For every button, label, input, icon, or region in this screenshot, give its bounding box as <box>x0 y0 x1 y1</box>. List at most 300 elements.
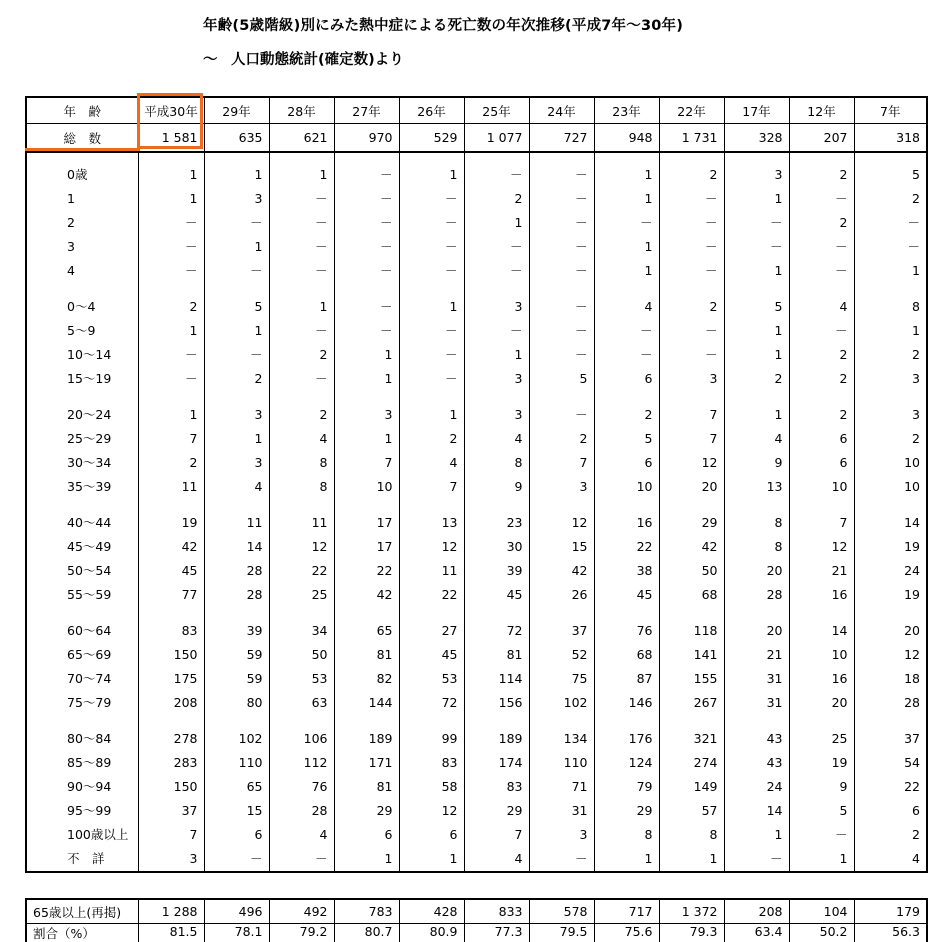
table-cell: － <box>789 319 854 343</box>
table-row <box>26 427 927 451</box>
table-cell: 4 <box>464 427 529 451</box>
table-cell: 45 <box>594 583 659 607</box>
table-cell: － <box>659 235 724 259</box>
table-cell: 635 <box>204 124 269 153</box>
table-cell: 29 <box>464 799 529 823</box>
table-cell: 9 <box>464 475 529 499</box>
spacer-cell <box>26 607 138 619</box>
table-cell: 14 <box>854 511 927 535</box>
table-cell: 3 <box>529 823 594 847</box>
table-cell: 31 <box>724 667 789 691</box>
table-cell: 2 <box>269 343 334 367</box>
table-cell: － <box>138 343 204 367</box>
table-cell: 42 <box>334 583 399 607</box>
row-label: 25～29 <box>26 427 138 451</box>
spacer-cell <box>269 715 334 727</box>
table-cell: 68 <box>594 643 659 667</box>
spacer-cell <box>269 607 334 619</box>
table-cell: 428 <box>399 899 464 924</box>
table-cell: － <box>659 187 724 211</box>
table-cell: 727 <box>529 124 594 153</box>
spacer-cell <box>204 499 269 511</box>
table-cell: － <box>854 235 927 259</box>
table-cell: 52 <box>529 643 594 667</box>
table-cell: 8 <box>464 451 529 475</box>
table-cell: 1 <box>659 847 724 872</box>
table-cell: － <box>138 235 204 259</box>
table-cell: － <box>659 211 724 235</box>
table-cell: 1 077 <box>464 124 529 153</box>
table-cell: 10 <box>854 475 927 499</box>
table-cell: 18 <box>854 667 927 691</box>
table-cell: 150 <box>138 775 204 799</box>
row-label: 45～49 <box>26 535 138 559</box>
spacer-cell <box>724 715 789 727</box>
table-row <box>26 727 927 751</box>
table-cell: 2 <box>789 163 854 187</box>
spacer-cell <box>529 715 594 727</box>
table-cell: － <box>464 259 529 283</box>
table-row <box>26 799 927 823</box>
table-cell: 318 <box>854 124 927 153</box>
table-cell: 2 <box>789 343 854 367</box>
table-cell: 25 <box>269 583 334 607</box>
spacer-cell <box>399 499 464 511</box>
table-cell: 2 <box>529 427 594 451</box>
table-cell: 179 <box>854 899 927 924</box>
spacer-cell <box>464 283 529 295</box>
table-cell: 9 <box>789 775 854 799</box>
table-cell: － <box>399 367 464 391</box>
table-cell: 6 <box>399 823 464 847</box>
table-cell: 3 <box>854 367 927 391</box>
table-cell: － <box>334 187 399 211</box>
table-cell: 970 <box>334 124 399 153</box>
table-cell: － <box>334 319 399 343</box>
table-cell: 2 <box>204 367 269 391</box>
table-cell: 1 <box>724 259 789 283</box>
table-row <box>26 619 927 643</box>
spacer-cell <box>659 499 724 511</box>
row-label: 40～44 <box>26 511 138 535</box>
table-cell: 1 <box>594 235 659 259</box>
table-row <box>26 691 927 715</box>
table-cell: 22年 <box>659 97 724 124</box>
table-cell: 1 288 <box>138 899 204 924</box>
table-cell: 26 <box>529 583 594 607</box>
spacer-cell <box>529 607 594 619</box>
table-cell: － <box>529 259 594 283</box>
table-cell: 4 <box>789 295 854 319</box>
table-cell: － <box>529 235 594 259</box>
table-cell: － <box>724 235 789 259</box>
table-cell: 28年 <box>269 97 334 124</box>
table-cell: 80.7 <box>334 924 399 942</box>
table-cell: 15 <box>529 535 594 559</box>
table-cell: 2 <box>399 427 464 451</box>
table-cell: 3 <box>204 403 269 427</box>
row-label: 不 詳 <box>26 847 138 872</box>
spacer-cell <box>789 607 854 619</box>
table-cell: 2 <box>659 163 724 187</box>
row-label: 85～89 <box>26 751 138 775</box>
table-cell: － <box>138 259 204 283</box>
table-cell: 56.3 <box>854 924 927 942</box>
table-row <box>26 295 927 319</box>
table-row <box>26 343 927 367</box>
table-cell: 3 <box>659 367 724 391</box>
table-cell: 4 <box>464 847 529 872</box>
table-cell: 4 <box>594 295 659 319</box>
spacer-cell <box>529 283 594 295</box>
table-cell: 274 <box>659 751 724 775</box>
table-cell: 2 <box>854 823 927 847</box>
table-cell: 2 <box>464 187 529 211</box>
table-cell: 6 <box>789 451 854 475</box>
table-cell: － <box>204 259 269 283</box>
table-cell: 83 <box>399 751 464 775</box>
table-cell: 72 <box>399 691 464 715</box>
table-row <box>26 583 927 607</box>
table-row <box>26 475 927 499</box>
table-cell: 2 <box>854 343 927 367</box>
table-cell: 68 <box>659 583 724 607</box>
table-cell: 45 <box>399 643 464 667</box>
spacer-cell <box>659 391 724 403</box>
table-cell: － <box>399 187 464 211</box>
spacer-cell <box>399 152 464 163</box>
table-cell: 146 <box>594 691 659 715</box>
table-cell: － <box>529 163 594 187</box>
spacer-cell <box>138 607 204 619</box>
table-cell: 43 <box>724 751 789 775</box>
spacer-cell <box>464 499 529 511</box>
table-cell: 144 <box>334 691 399 715</box>
table-cell: 1 <box>204 427 269 451</box>
table-cell: 1 <box>399 847 464 872</box>
table-cell: 6 <box>594 367 659 391</box>
table-cell: － <box>659 319 724 343</box>
table-cell: － <box>334 259 399 283</box>
table-cell: 6 <box>204 823 269 847</box>
table-cell: 10 <box>789 475 854 499</box>
table-cell: 717 <box>594 899 659 924</box>
table-cell: 4 <box>724 427 789 451</box>
spacer-cell <box>138 391 204 403</box>
table-cell: 1 <box>724 187 789 211</box>
table-cell: 1 <box>138 163 204 187</box>
table-cell: 28 <box>204 559 269 583</box>
table-cell: 10 <box>854 451 927 475</box>
spacer-cell <box>138 283 204 295</box>
table-cell: － <box>594 343 659 367</box>
table-row <box>26 367 927 391</box>
spacer-cell <box>204 391 269 403</box>
table-cell: 176 <box>594 727 659 751</box>
table-cell: － <box>529 847 594 872</box>
table-cell: 3 <box>138 847 204 872</box>
table-cell: 20 <box>854 619 927 643</box>
spacer-cell <box>334 715 399 727</box>
table-cell: － <box>529 187 594 211</box>
row-label: 割合（%） <box>26 924 138 942</box>
row-label: 70～74 <box>26 667 138 691</box>
spacer-cell <box>269 152 334 163</box>
table-cell: 42 <box>529 559 594 583</box>
table-cell: 82 <box>334 667 399 691</box>
group-spacer <box>26 499 927 511</box>
table-row <box>26 211 927 235</box>
spacer-cell <box>269 499 334 511</box>
table-cell: 2 <box>854 187 927 211</box>
table-cell: 3 <box>204 187 269 211</box>
table-cell: 1 <box>854 319 927 343</box>
table-cell: 328 <box>724 124 789 153</box>
spacer-cell <box>204 607 269 619</box>
table-cell: 50.2 <box>789 924 854 942</box>
table-cell: － <box>269 319 334 343</box>
row-label: 50～54 <box>26 559 138 583</box>
table-cell: 81 <box>334 643 399 667</box>
table-cell: 24 <box>854 559 927 583</box>
table-cell: 4 <box>399 451 464 475</box>
table-cell: 112 <box>269 751 334 775</box>
table-cell: － <box>529 343 594 367</box>
table-cell: 22 <box>594 535 659 559</box>
ratio-row <box>26 924 927 942</box>
table-cell: 1 <box>334 427 399 451</box>
row-label: 0～4 <box>26 295 138 319</box>
table-cell: 27年 <box>334 97 399 124</box>
table-cell: 14 <box>724 799 789 823</box>
table-cell: 58 <box>399 775 464 799</box>
spacer-cell <box>464 715 529 727</box>
table-cell: 79.5 <box>529 924 594 942</box>
table-cell: 3 <box>529 475 594 499</box>
row-label: 65歳以上(再掲) <box>26 899 138 924</box>
table-cell: － <box>529 211 594 235</box>
table-cell: － <box>269 259 334 283</box>
table-cell: 2 <box>724 367 789 391</box>
table-row <box>26 535 927 559</box>
table-cell: 28 <box>724 583 789 607</box>
table-cell: 53 <box>399 667 464 691</box>
table-row <box>26 319 927 343</box>
table-cell: － <box>334 295 399 319</box>
row-label: 3 <box>26 235 138 259</box>
row-label: 100歳以上 <box>26 823 138 847</box>
table-row <box>26 511 927 535</box>
table-cell: 578 <box>529 899 594 924</box>
table-cell: 1 <box>594 259 659 283</box>
table-row <box>26 847 927 872</box>
table-cell: － <box>789 187 854 211</box>
spacer-cell <box>854 607 927 619</box>
spacer-cell <box>789 283 854 295</box>
table-cell: 99 <box>399 727 464 751</box>
table-cell: － <box>464 319 529 343</box>
table-cell: 8 <box>854 295 927 319</box>
table-cell: 76 <box>594 619 659 643</box>
row-label: 総 数 <box>26 124 138 153</box>
spacer-cell <box>854 152 927 163</box>
table-cell: 3 <box>854 403 927 427</box>
table-cell: 79 <box>594 775 659 799</box>
table-cell: － <box>269 187 334 211</box>
table-cell: 102 <box>529 691 594 715</box>
table-cell: 65 <box>204 775 269 799</box>
table-cell: 1 <box>138 187 204 211</box>
table-cell: 5 <box>789 799 854 823</box>
table-cell: － <box>724 211 789 235</box>
table-cell: 1 <box>854 259 927 283</box>
table-cell: 208 <box>138 691 204 715</box>
table-cell: － <box>659 343 724 367</box>
table-cell: 83 <box>464 775 529 799</box>
table-cell: 1 581 <box>138 124 204 153</box>
table-cell: 3 <box>334 403 399 427</box>
row-label: 60～64 <box>26 619 138 643</box>
table-cell: 81 <box>334 775 399 799</box>
table-row <box>26 259 927 283</box>
table-row <box>26 403 927 427</box>
table-cell: 3 <box>724 163 789 187</box>
table-cell: 5 <box>529 367 594 391</box>
table-cell: － <box>269 235 334 259</box>
table-cell: 24年 <box>529 97 594 124</box>
spacer-cell <box>724 499 789 511</box>
spacer-cell <box>529 391 594 403</box>
table-cell: 72 <box>464 619 529 643</box>
table-cell: 110 <box>529 751 594 775</box>
table-cell: 2 <box>659 295 724 319</box>
table-cell: － <box>399 319 464 343</box>
table-cell: － <box>529 319 594 343</box>
spacer-cell <box>529 152 594 163</box>
table-cell: 12 <box>529 511 594 535</box>
spacer-cell <box>594 152 659 163</box>
table-cell: 13 <box>399 511 464 535</box>
table-cell: 79.2 <box>269 924 334 942</box>
table-cell: 22 <box>334 559 399 583</box>
table-cell: 59 <box>204 667 269 691</box>
table-cell: 8 <box>269 475 334 499</box>
table-cell: 948 <box>594 124 659 153</box>
table-cell: 28 <box>204 583 269 607</box>
table-cell: 22 <box>854 775 927 799</box>
spacer-cell <box>724 607 789 619</box>
table-cell: 102 <box>204 727 269 751</box>
spacer-cell <box>464 152 529 163</box>
table-cell: 7 <box>138 427 204 451</box>
table-cell: 77.3 <box>464 924 529 942</box>
table-cell: 1 <box>399 403 464 427</box>
table-cell: 16 <box>594 511 659 535</box>
table-cell: 28 <box>269 799 334 823</box>
table-cell: 11 <box>138 475 204 499</box>
table-cell: 114 <box>464 667 529 691</box>
table-cell: － <box>269 847 334 872</box>
table-cell: 80 <box>204 691 269 715</box>
table-cell: 4 <box>204 475 269 499</box>
table-cell: 174 <box>464 751 529 775</box>
table-cell: 8 <box>594 823 659 847</box>
table-row <box>26 559 927 583</box>
table-cell: 2 <box>789 403 854 427</box>
table-cell: 110 <box>204 751 269 775</box>
table-cell: － <box>789 235 854 259</box>
table-cell: 1 <box>399 163 464 187</box>
spacer-cell <box>26 391 138 403</box>
table-cell: 10 <box>594 475 659 499</box>
row-label: 20～24 <box>26 403 138 427</box>
table-cell: 45 <box>138 559 204 583</box>
table-cell: － <box>399 259 464 283</box>
table-cell: 11 <box>399 559 464 583</box>
table-cell: － <box>334 211 399 235</box>
table-cell: 529 <box>399 124 464 153</box>
table-cell: 31 <box>724 691 789 715</box>
table-cell: 1 <box>334 847 399 872</box>
table-cell: 17年 <box>724 97 789 124</box>
table-cell: 1 731 <box>659 124 724 153</box>
table-cell: 81.5 <box>138 924 204 942</box>
table-cell: 31 <box>529 799 594 823</box>
table-cell: 23 <box>464 511 529 535</box>
spacer-cell <box>138 152 204 163</box>
spacer-cell <box>659 283 724 295</box>
table-cell: 2 <box>854 427 927 451</box>
table-cell: 267 <box>659 691 724 715</box>
spacer-cell <box>26 499 138 511</box>
table-cell: 3 <box>464 367 529 391</box>
summary-table <box>25 898 928 942</box>
spacer-cell <box>26 283 138 295</box>
table-cell: 80.9 <box>399 924 464 942</box>
spacer-cell <box>594 715 659 727</box>
table-cell: 1 <box>138 403 204 427</box>
table-cell: 496 <box>204 899 269 924</box>
table-cell: 21 <box>724 643 789 667</box>
table-cell: 1 <box>399 295 464 319</box>
table-cell: 21 <box>789 559 854 583</box>
table-cell: － <box>204 847 269 872</box>
table-row <box>26 451 927 475</box>
table-cell: 141 <box>659 643 724 667</box>
table-cell: － <box>399 343 464 367</box>
table-cell: 8 <box>659 823 724 847</box>
table-cell: 19 <box>789 751 854 775</box>
table-cell: 24 <box>724 775 789 799</box>
table-row <box>26 667 927 691</box>
table-cell: 156 <box>464 691 529 715</box>
table-cell: 134 <box>529 727 594 751</box>
table-cell: － <box>724 847 789 872</box>
spacer-cell <box>789 391 854 403</box>
table-cell: 26年 <box>399 97 464 124</box>
spacer-cell <box>854 715 927 727</box>
spacer-cell <box>399 391 464 403</box>
subtitle-text: 人口動態統計(確定数)より <box>231 52 404 68</box>
table-cell: 12年 <box>789 97 854 124</box>
table-cell: 57 <box>659 799 724 823</box>
document-title: 年齢(5歳階級)別にみた熱中症による死亡数の年次推移(平成7年～30年) <box>203 14 683 35</box>
spacer-cell <box>334 152 399 163</box>
table-row <box>26 823 927 847</box>
spacer-cell <box>334 283 399 295</box>
table-cell: 1 <box>269 295 334 319</box>
table-cell: 104 <box>789 899 854 924</box>
